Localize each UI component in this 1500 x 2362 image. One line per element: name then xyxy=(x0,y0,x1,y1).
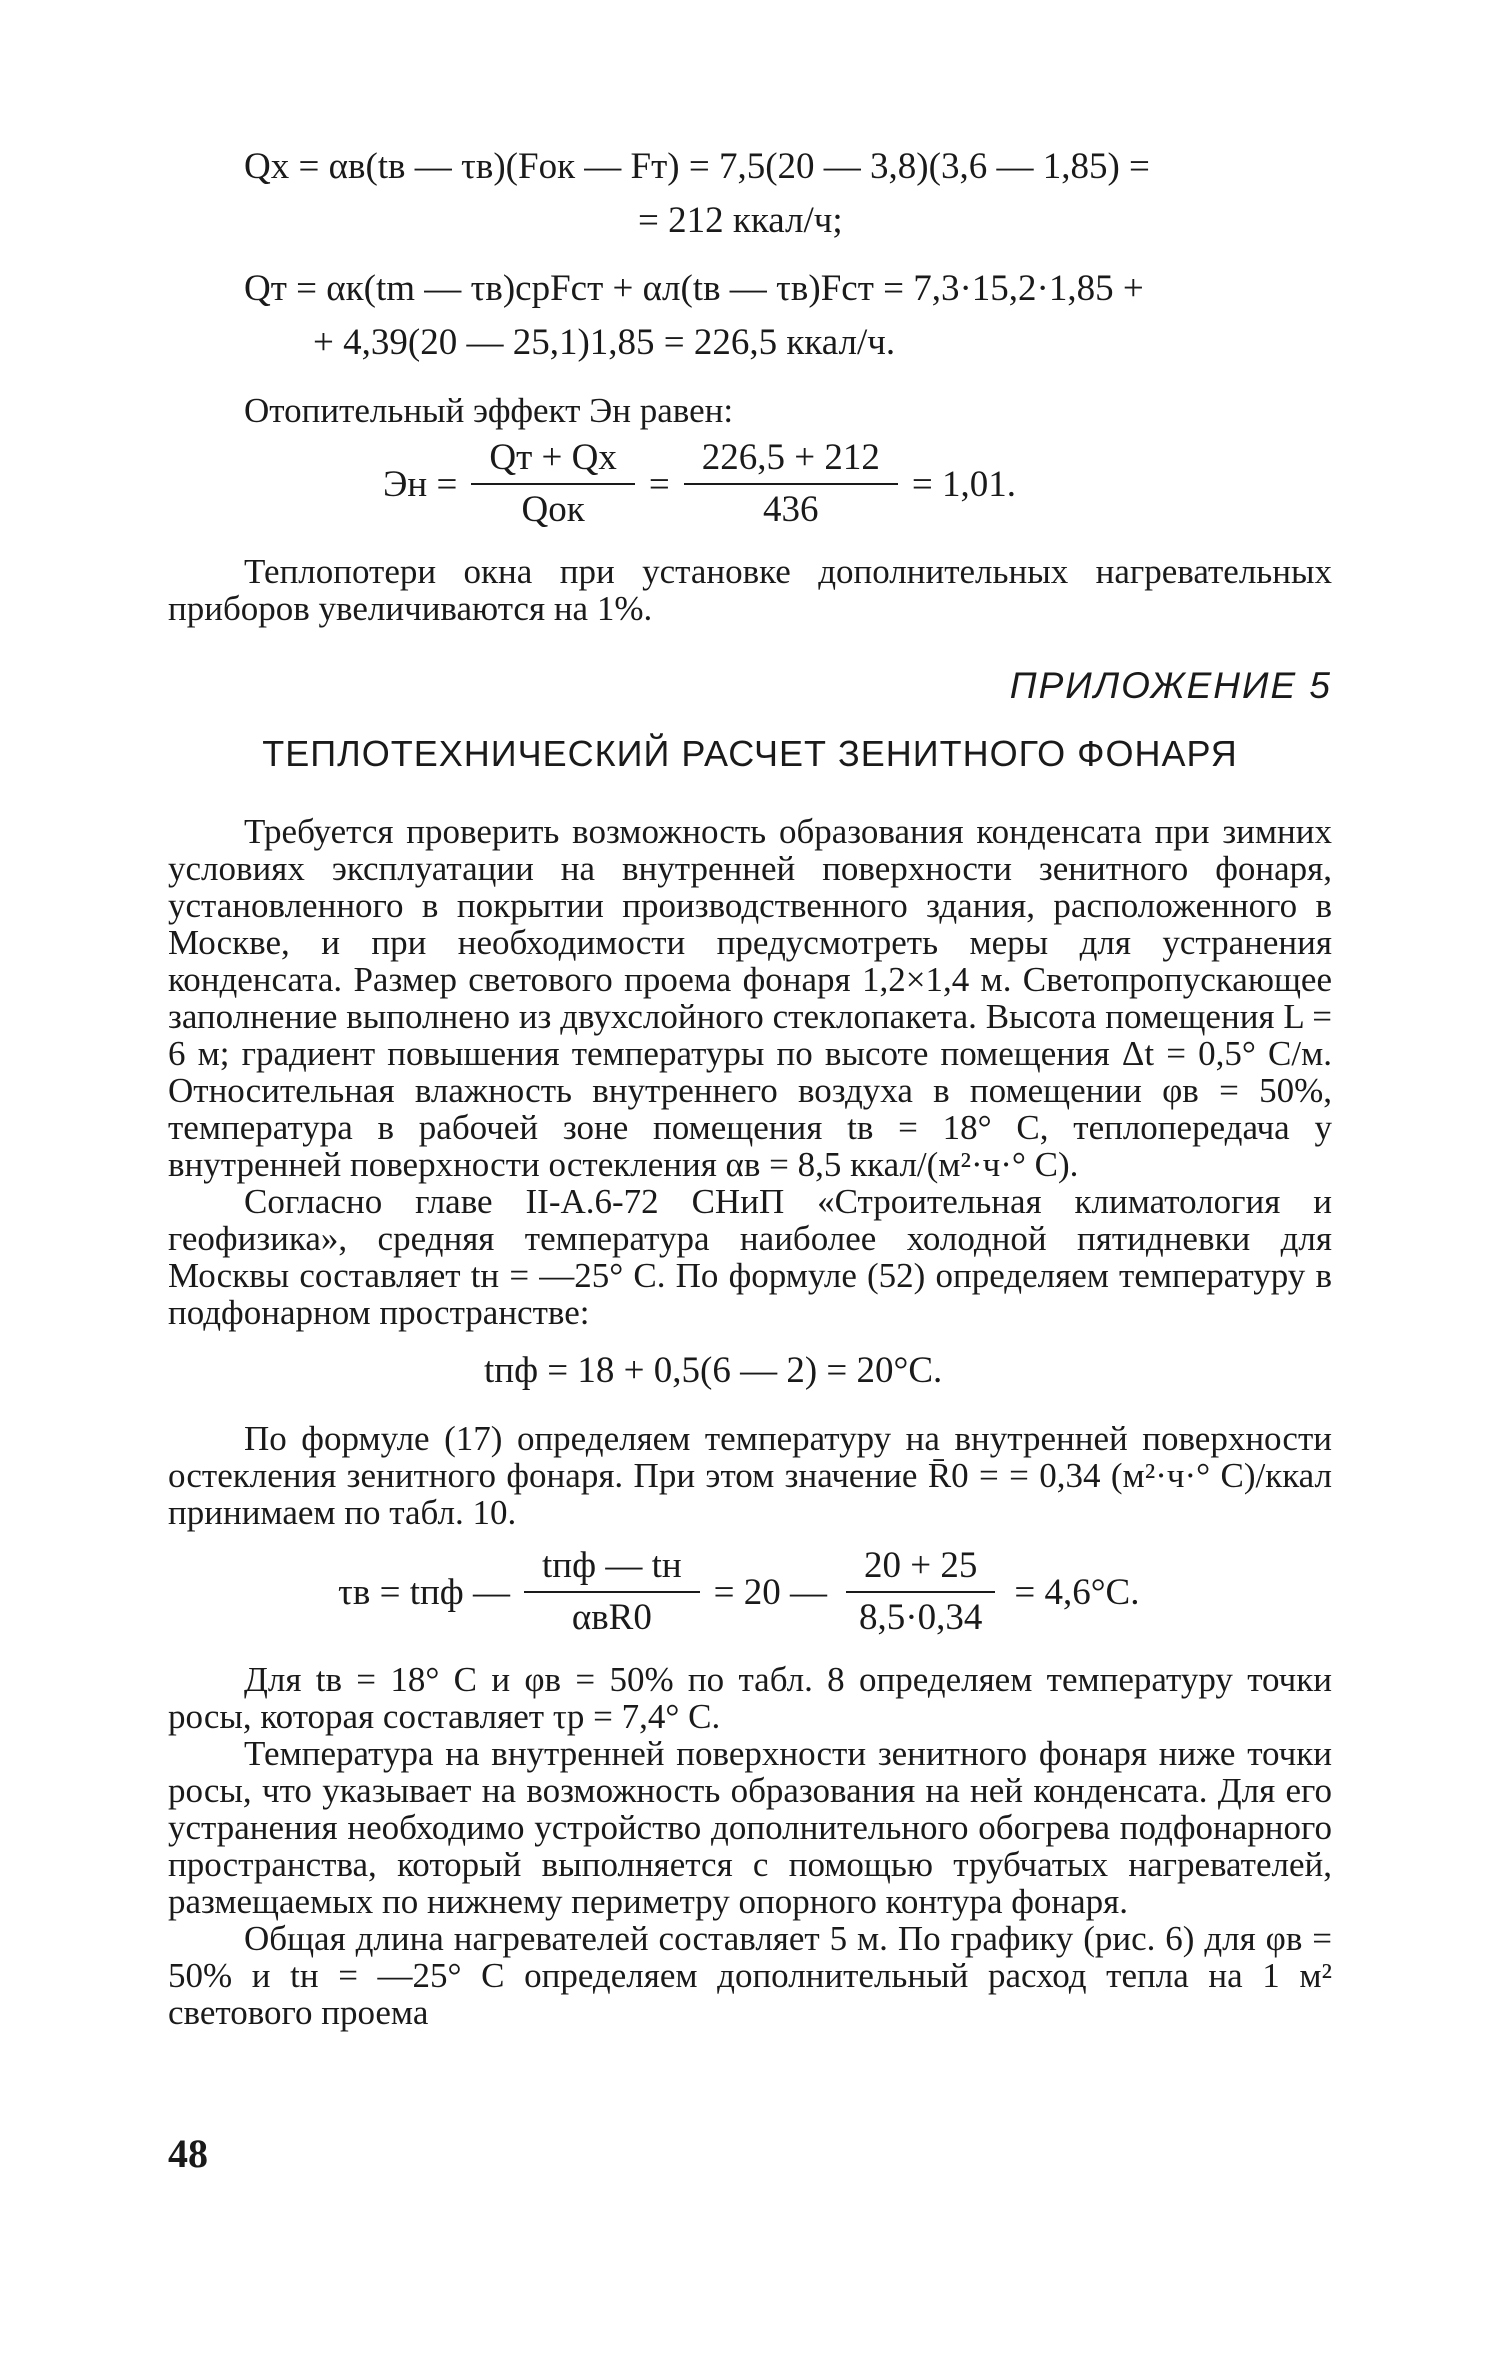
fraction-symbolic xyxy=(524,1545,700,1639)
fraction-denominator: Qок xyxy=(521,489,585,530)
fraction-symbolic xyxy=(471,437,634,531)
fraction-numerator: Qт + Qх xyxy=(471,437,634,485)
fraction-numerator: tпф — tн xyxy=(524,1545,700,1593)
formula-lhs: Эн = xyxy=(383,463,458,505)
formula-middle: = 20 — xyxy=(713,1571,828,1613)
formula-qx-line1: Qx = αв(tв — τв)(Fок — Fт) = 7,5(20 — 3,8)(3,6 — 1,85) = xyxy=(244,146,1150,187)
fraction-denominator: 436 xyxy=(763,489,819,530)
formula-heating-effect xyxy=(383,437,1332,531)
paragraph-dew-point: Для tв = 18° С и φв = 50% по табл. 8 определяем температуру точки росы, которая составляет τр = 7,4° С. xyxy=(168,1660,1332,1736)
formula-lhs: τв = tпф — xyxy=(338,1571,511,1613)
paragraph-heat-loss: Теплопотери окна при установке дополнительных нагревательных приборов увеличиваются на 1%. xyxy=(168,552,1332,628)
fraction-denominator: αвR0 xyxy=(571,1597,652,1638)
formula-qt-line1: Qт = αк(tm — τв)срFст + αл(tв — τв)Fст = 7,3·15,2·1,85 + xyxy=(244,268,1144,309)
appendix-label: ПРИЛОЖЕНИЕ 5 xyxy=(1009,665,1332,706)
equals-sign: = xyxy=(648,463,670,505)
fraction-numeric xyxy=(841,1545,1000,1639)
paragraph-heaters: Общая длина нагревателей составляет 5 м. По графику (рис. 6) для φв = 50% и tн = —25° С определяем дополнительный расход тепла на 1 м² светового проема xyxy=(168,1919,1332,2032)
paragraph-formula-17: По формуле (17) определяем температуру на внутренней поверхности остекления зенитного фонаря. При этом значение R̄0 = = 0,34 (м²·ч·° С)/ккал принимаем по табл. 10. xyxy=(168,1419,1332,1532)
fraction-numerator: 226,5 + 212 xyxy=(684,437,898,485)
paragraph-condensate: Температура на внутренней поверхности зенитного фонаря ниже точки росы, что указывает на возможность образования на ней конденсата. Для его устранения необходимо устройство дополнительного обогрева подфонарного пространства, который выполняется с помощью трубчатых нагревателей, размещаемых по нижнему периметру опорного контура фонаря. xyxy=(168,1734,1332,1921)
fraction-numerator: 20 + 25 xyxy=(846,1545,995,1593)
formula-qx-line2: = 212 ккал/ч; xyxy=(638,200,843,241)
formula-qt-line2: + 4,39(20 — 25,1)1,85 = 226,5 ккал/ч. xyxy=(313,322,896,363)
formula-tpf: tпф = 18 + 0,5(6 — 2) = 20°С. xyxy=(484,1350,943,1391)
paragraph-task: Требуется проверить возможность образования конденсата при зимних условиях эксплуатации на внутренней поверхности зенитного фонаря, установленного в покрытии производственного здания, расположенного в Москве, и при необходимости предусмотреть меры для устранения конденсата. Размер светового проема фонаря 1,2×1,4 м. Светопропускающее заполнение выполнено из двухслойного стеклопакета. Высота помещения L = 6 м; градиент повышения температуры по высоте помещения Δt = 0,5° С/м. Относительная влажность внутреннего воздуха в помещении φв = 50%, температура в рабочей зоне помещения tв = 18° С, теплопередача у внутренней поверхности остекления αв = 8,5 ккал/(м²·ч·° С). xyxy=(168,812,1332,1184)
section-title: ТЕПЛОТЕХНИЧЕСКИЙ РАСЧЕТ ЗЕНИТНОГО ФОНАРЯ xyxy=(262,733,1238,774)
formula-result: = 1,01. xyxy=(911,463,1016,505)
paragraph-effect-intro: Отопительный эффект Эн равен: xyxy=(244,391,734,430)
fraction-denominator: 8,5·0,34 xyxy=(859,1597,983,1638)
fraction-numeric xyxy=(684,437,898,531)
formula-result: = 4,6°С. xyxy=(1014,1571,1140,1613)
page-number: 48 xyxy=(168,2131,208,2176)
paragraph-climatology: Согласно главе II-А.6-72 СНиП «Строительная климатология и геофизика», средняя температура наиболее холодной пятидневки для Москвы составляет tн = —25° С. По формуле (52) определяем температуру в подфонарном пространстве: xyxy=(168,1182,1332,1332)
formula-tv xyxy=(338,1545,1332,1639)
